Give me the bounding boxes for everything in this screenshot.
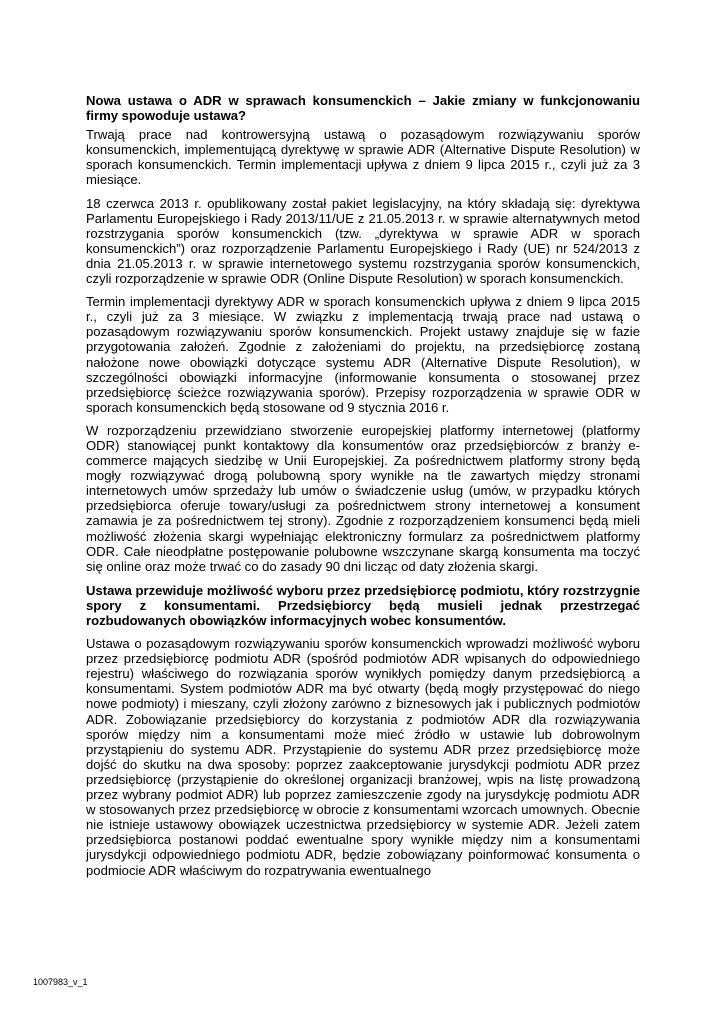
- paragraph: Trwają prace nad kontrowersyjną ustawą o pozasądowym rozwiązywaniu sporów konsumenckich, implementującą dyrektywę w sprawie ADR (Alternative Dispute Resolution) w sporach konsumenckich. Termin implementacji upływa z dniem 9 lipca 2015 r., czyli już za 3 miesiące.: [86, 127, 640, 188]
- paragraph: 18 czerwca 2013 r. opublikowany został pakiet legislacyjny, na który składają się: dyrektywa Parlamentu Europejskiego i Rady 2013/11/UE z 21.05.2013 r. w sprawie alternatywnych metod rozstrzygania sporów konsumenckich (tzw. „dyrektywa w sprawie ADR w sporach konsumenckich”) oraz rozporządzenie Parlamentu Europejskiego i Rady (UE) nr 524/2013 z dnia 21.05.2013 r. w sprawie internetowego systemu rozstrzygania sporów konsumenckich, czyli rozporządzenie w sprawie ODR (Online Dispute Resolution) w sporach konsumenckich.: [86, 195, 640, 287]
- paragraph: Ustawa o pozasądowym rozwiązywaniu sporów konsumenckich wprowadzi możliwość wyboru przez przedsiębiorcę podmiotu ADR (spośród podmiotów ADR wpisanych do odpowiedniego rejestru) właściwego do rozwiązania sporów wynikłych pomiędzy danym przedsiębiorcą a konsumentami. System podmiotów ADR ma być otwarty (będą mogły przystępować do niego nowe podmioty) i mieszany, czyli złożony zarówno z biznesowych jak i publicznych podmiotów ADR. Zobowiązanie przedsiębiorcy do korzystania z podmiotów ADR dla rozwiązywania sporów między nim a konsumentami może mieć źródło w ustawie lub dobrowolnym przystąpieniu do systemu ADR. Przystąpienie do systemu ADR przez przedsiębiorcę może dojść do skutku na dwa sposoby: poprzez zaakceptowanie jurysdykcji podmiotu ADR przez przedsiębiorcę (przystąpienie do określonej organizacji branżowej, wpis na listę prowadzoną przez wybrany podmiot ADR) lub poprzez zamieszczenie zgody na jurysdykcję podmiotu ADR w stosowanych przez przedsiębiorcę w obrocie z konsumentami wzorcach umownych. Obecnie nie istnieje ustawowy obowiązek uczestnictwa przedsiębiorcy w systemie ADR. Jeżeli zatem przedsiębiorca postanowi poddać ewentualne spory wynikłe między nim a konsumentami jurysdykcji odpowiedniego podmiotu ADR, będzie zobowiązany poinformować konsumenta o podmiocie ADR właściwym do rozpatrywania ewentualnego: [86, 636, 640, 878]
- section-heading: Nowa ustawa o ADR w sprawach konsumenckich – Jakie zmiany w funkcjonowaniu firmy spowoduje ustawa?: [86, 93, 640, 124]
- document-body: [86, 93, 640, 878]
- section-heading: Ustawa przewiduje możliwość wyboru przez przedsiębiorcę podmiotu, który rozstrzygnie spory z konsumentami. Przedsiębiorcy będą musieli jednak przestrzegać rozbudowanych obowiązków informacyjnych wobec konsumentów.: [86, 582, 640, 628]
- document-id-footer: 1007983_v_1: [33, 977, 88, 987]
- paragraph: W rozporządzeniu przewidziano stworzenie europejskiej platformy internetowej (platformy ODR) stanowiącej punkt kontaktowy dla konsumentów oraz przedsiębiorców z branży e-commerce mających siedzibę w Unii Europejskiej. Za pośrednictwem platformy strony będą mogły rozwiązywać drogą polubowną spory wynikłe na tle zawartych między stronami internetowych umów sprzedaży lub umów o świadczenie usług (umów, w przypadku których przedsiębiorca oferuje towary/usługi za pośrednictwem strony internetowej a konsument zamawia je za pośrednictwem tej strony). Zgodnie z rozporządzeniem konsumenci będą mieli możliwość złożenia skargi wypełniając elektroniczny formularz za pośrednictwem platformy ODR. Całe nieodpłatne postępowanie polubowne wszczynane skargą konsumenta ma toczyć się online oraz może trwać co do zasady 90 dni licząc od daty złożenia skargi.: [86, 422, 640, 574]
- paragraph: Termin implementacji dyrektywy ADR w sporach konsumenckich upływa z dniem 9 lipca 2015 r., czyli już za 3 miesiące. W związku z implementacją trwają prace nad ustawą o pozasądowym rozwiązywaniu sporów konsumenckich. Projekt ustawy znajduje się w fazie przygotowania założeń. Zgodnie z założeniami do projektu, na przedsiębiorcę zostaną nałożone nowe obowiązki dotyczące systemu ADR (Alternative Dispute Resolution), w szczególności obowiązki informacyjne (informowanie konsumenta o stosowanej przez przedsiębiorcę ścieżce rozwiązywania sporów). Przepisy rozporządzenia w sprawie ODR w sporach konsumenckich będą stosowane od 9 stycznia 2016 r.: [86, 294, 640, 415]
